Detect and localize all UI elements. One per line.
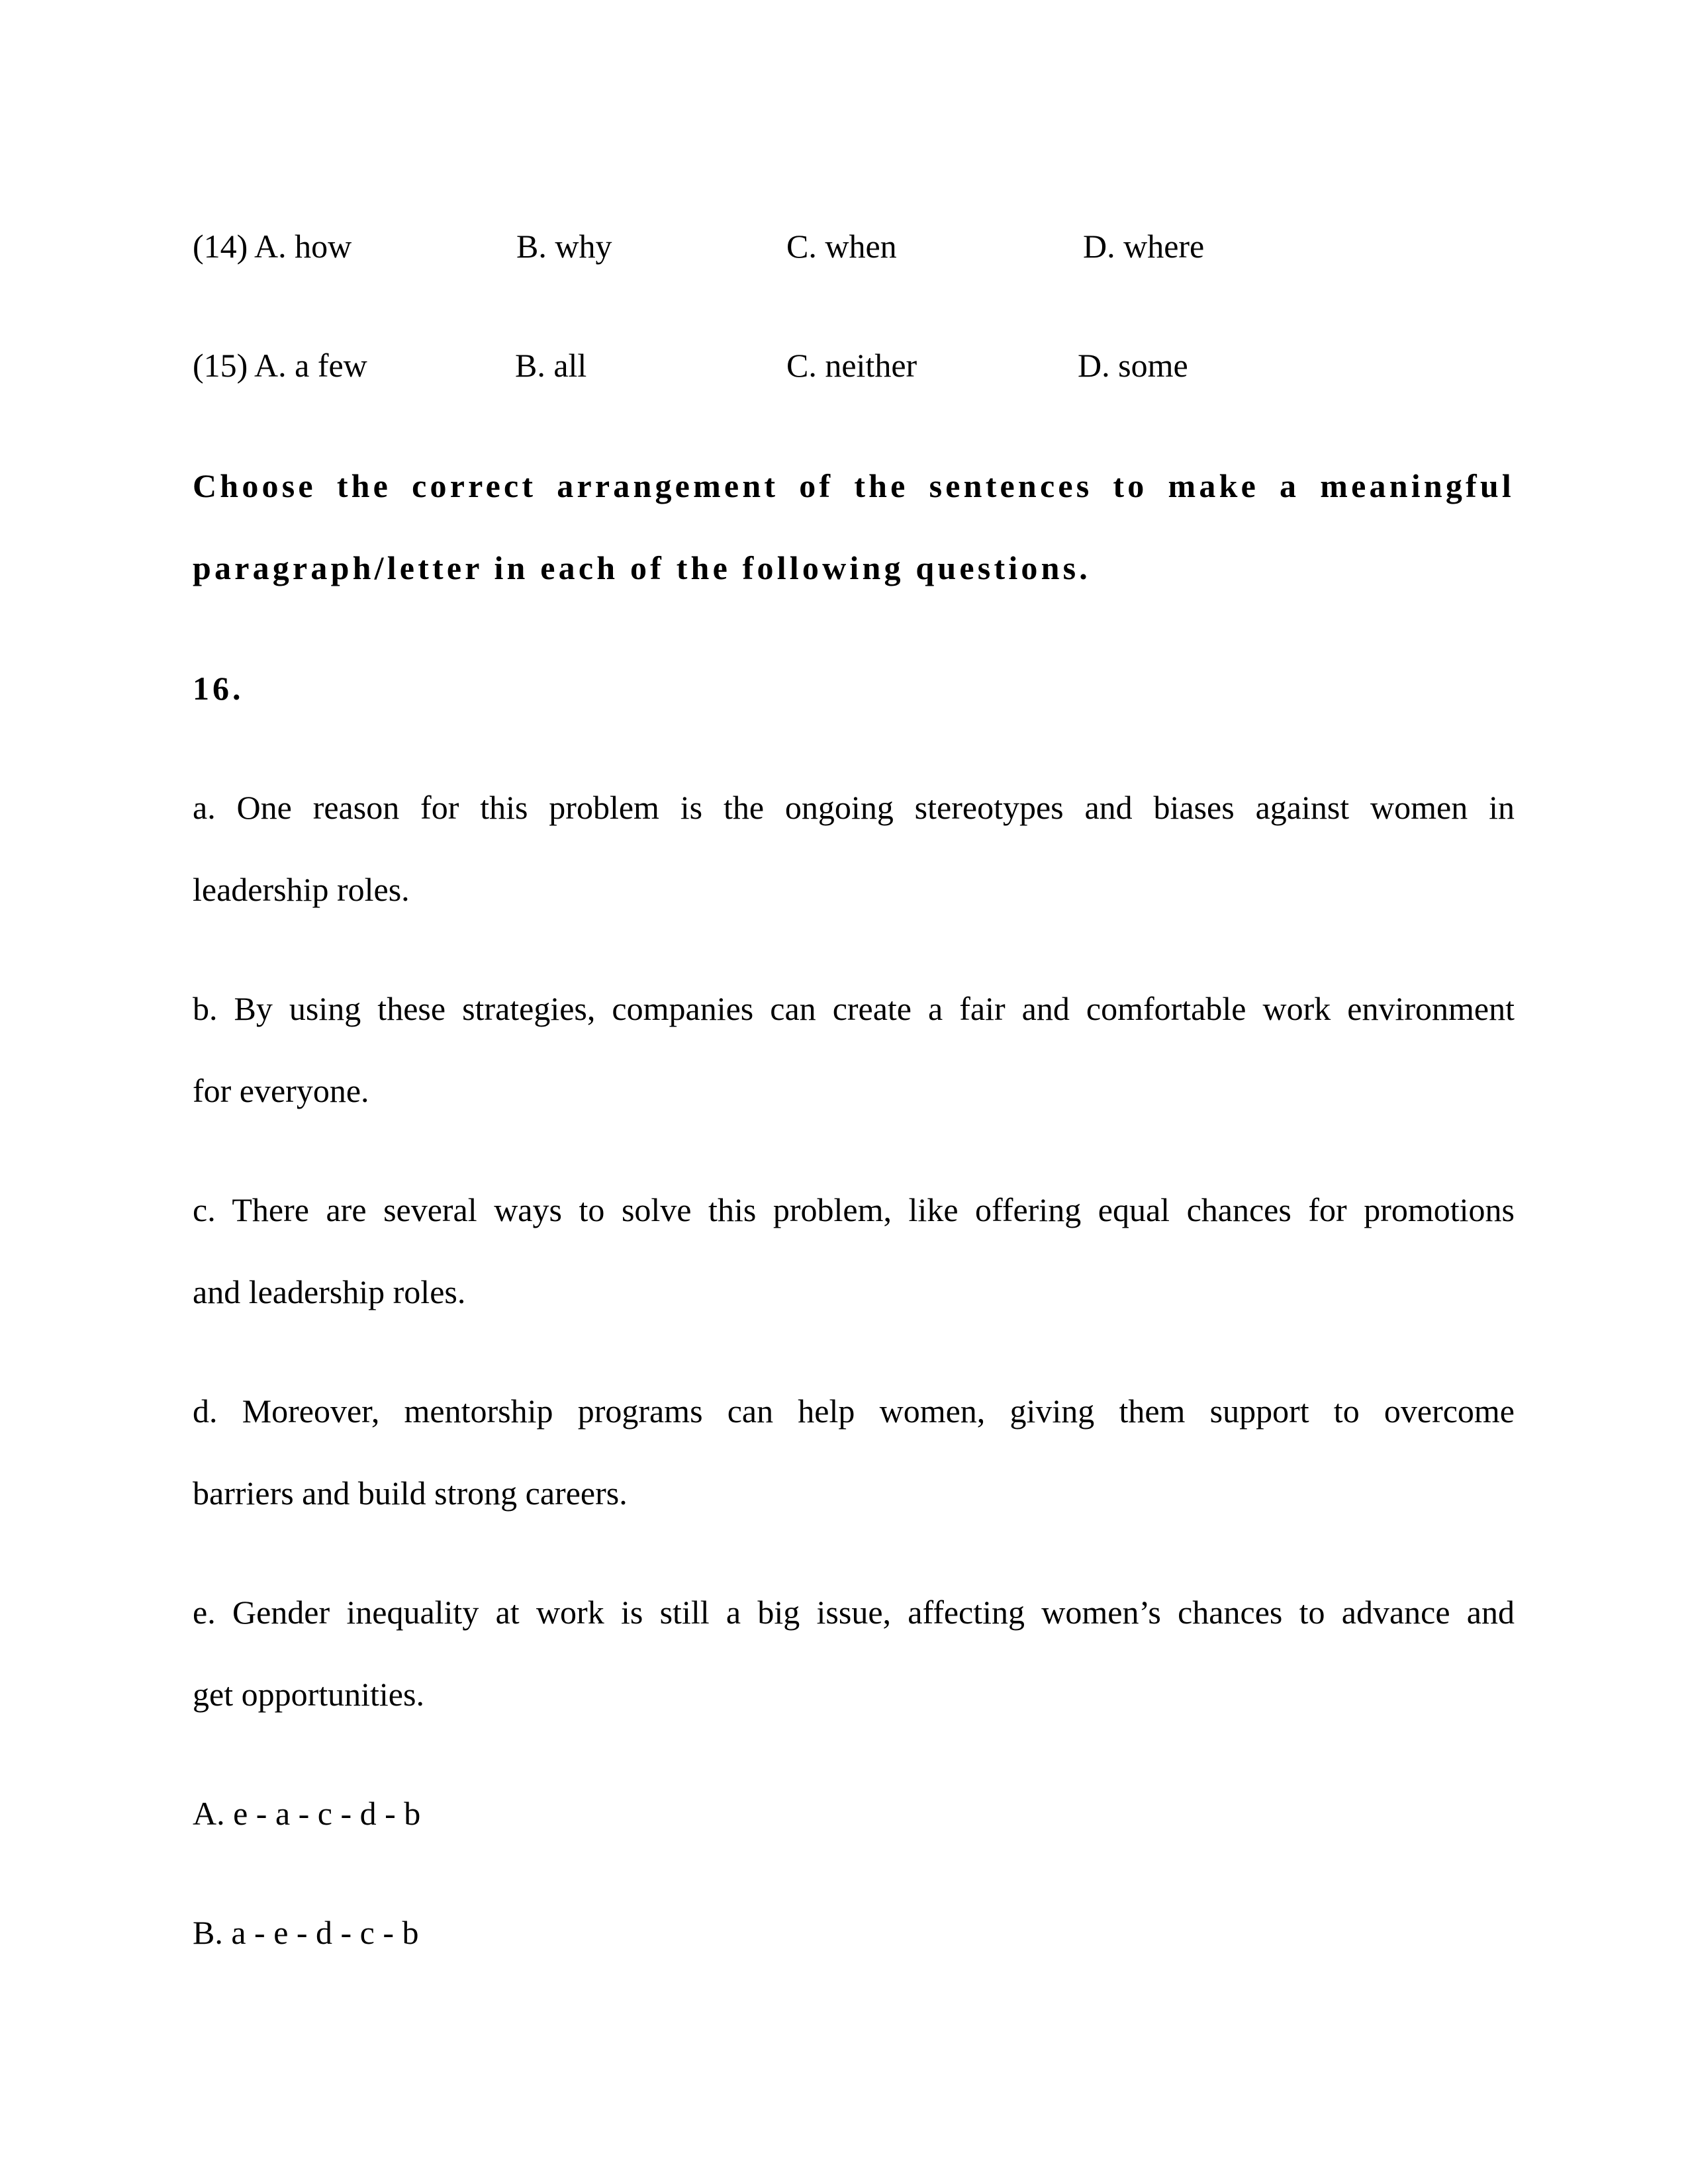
sentence-a-line-1: a. One reason for this problem is the ongoing stereotypes and biases against women in: [193, 789, 1515, 826]
sentence-c-line-2: and leadership roles.: [193, 1273, 466, 1310]
sentence-c-line-1: c. There are several ways to solve this problem, like offering equal chances for promotions: [193, 1191, 1515, 1228]
sentence-d-line-1: d. Moreover, mentorship programs can help women, giving them support to overcome: [193, 1392, 1515, 1430]
q15-option-b: B. all: [515, 347, 587, 384]
q14-option-c: C. when: [786, 228, 897, 265]
q15-option-a: (15) A. a few: [193, 347, 367, 384]
sentence-e-line-2: get opportunities.: [193, 1676, 424, 1713]
q15-option-d: D. some: [1078, 347, 1188, 384]
q14-option-b: B. why: [516, 228, 612, 265]
sentence-b-line-2: for everyone.: [193, 1072, 369, 1109]
sentence-e-line-1: e. Gender inequality at work is still a big issue, affecting women’s chances to advance and: [193, 1594, 1515, 1631]
q15-option-c: C. neither: [786, 347, 917, 384]
instruction-line-1: Choose the correct arrangement of the sentences to make a meaningful: [193, 467, 1515, 504]
sentence-b-line-1: b. By using these strategies, companies can create a fair and comfortable work environment: [193, 990, 1515, 1027]
sentence-a-line-2: leadership roles.: [193, 871, 410, 908]
sentence-d-line-2: barriers and build strong careers.: [193, 1475, 628, 1512]
instruction-line-2: paragraph/letter in each of the following questions.: [193, 549, 1091, 586]
q14-option-d: D. where: [1083, 228, 1205, 265]
answer-option-a: A. e - a - c - d - b: [193, 1795, 421, 1832]
q14-option-a: (14) A. how: [193, 228, 352, 265]
answer-option-b: B. a - e - d - c - b: [193, 1914, 419, 1951]
question-number: 16.: [193, 670, 244, 707]
